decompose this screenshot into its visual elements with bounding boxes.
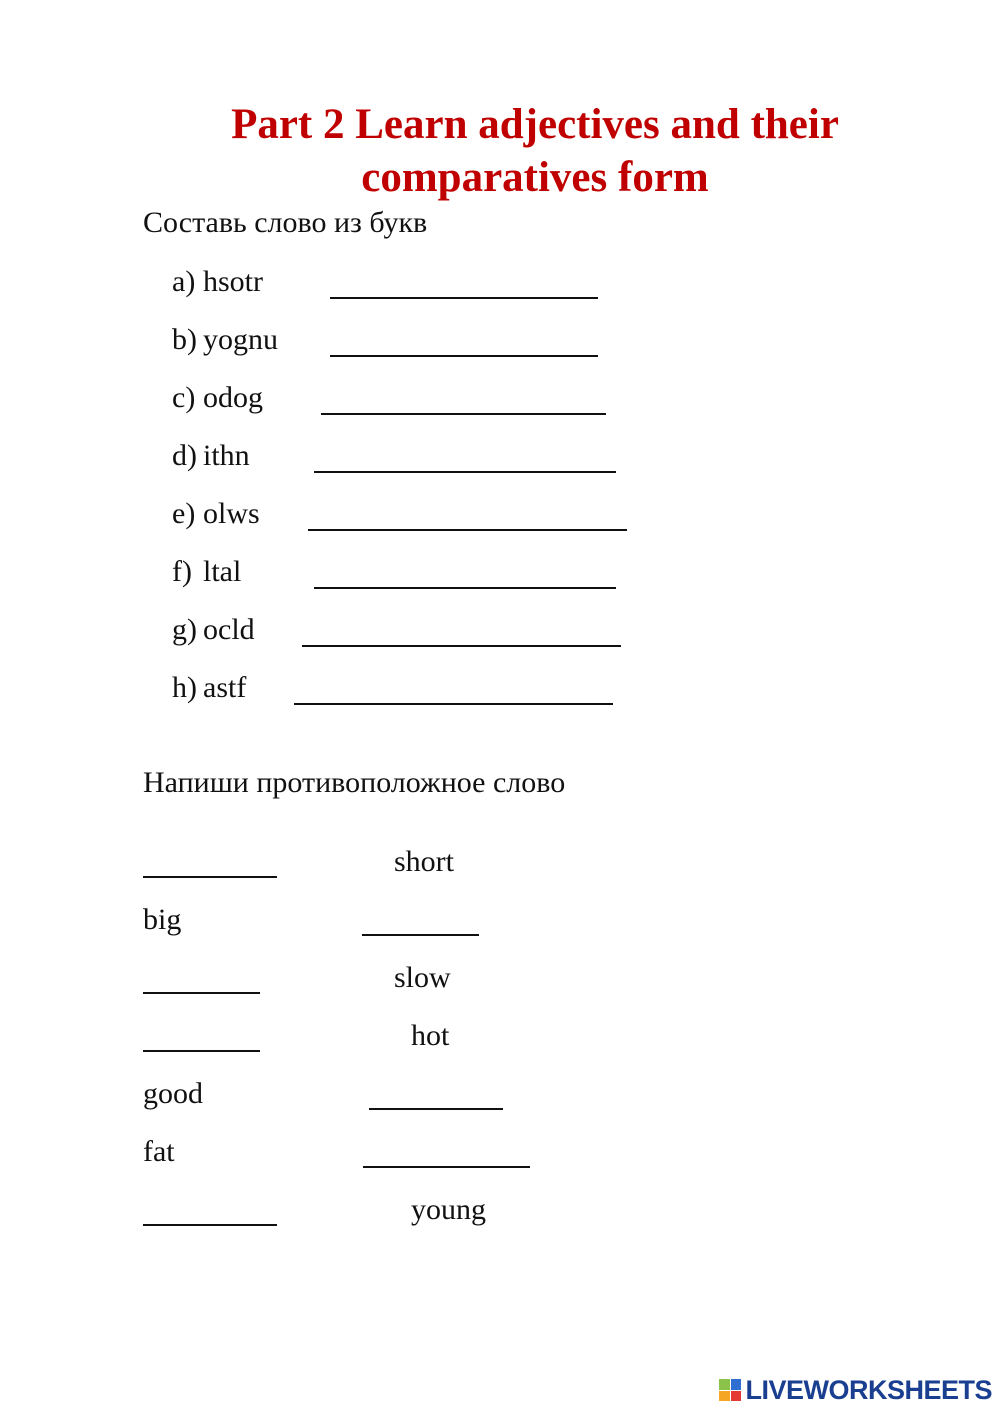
item-letter: a) (172, 265, 196, 298)
item-letter: f) (172, 555, 192, 588)
scrambled-word: olws (203, 497, 260, 530)
page-title-line-2: comparatives form (361, 154, 709, 201)
answer-blank-c[interactable] (321, 413, 606, 415)
opposite-word-big: big (143, 903, 182, 936)
item-letter: g) (172, 613, 197, 646)
item-letter: d) (172, 439, 197, 472)
item-letter: e) (172, 497, 196, 530)
opposite-word-good: good (143, 1077, 203, 1110)
opposite-blank-1[interactable] (143, 876, 277, 878)
scrambled-word: yognu (203, 323, 278, 356)
item-letter: h) (172, 671, 197, 704)
answer-blank-e[interactable] (308, 529, 627, 531)
opposite-word-hot: hot (411, 1019, 450, 1052)
scrambled-word: odog (203, 381, 263, 414)
opposite-blank-6[interactable] (363, 1166, 530, 1168)
answer-blank-f[interactable] (314, 587, 616, 589)
opposite-word-short: short (394, 845, 454, 878)
opposite-blank-3[interactable] (143, 992, 260, 994)
answer-blank-a[interactable] (330, 297, 598, 299)
opposite-blank-7[interactable] (143, 1224, 277, 1226)
item-letter: b) (172, 323, 197, 356)
logo-text: LIVEWORKSHEETS (745, 1374, 992, 1405)
opposite-word-fat: fat (143, 1135, 175, 1168)
section-2-heading: Напиши противоположное слово (143, 766, 566, 799)
answer-blank-g[interactable] (302, 645, 621, 647)
scrambled-word: ocld (203, 613, 255, 646)
scrambled-word: hsotr (203, 265, 263, 298)
item-letter: c) (172, 381, 196, 414)
page-title-line-1: Part 2 Learn adjectives and their (231, 101, 839, 148)
scrambled-word: ltal (203, 555, 242, 588)
logo-mark-icon (719, 1379, 741, 1401)
answer-blank-b[interactable] (330, 355, 598, 357)
liveworksheets-logo (719, 1375, 992, 1405)
answer-blank-h[interactable] (294, 703, 613, 705)
scrambled-word: ithn (203, 439, 250, 472)
opposite-word-young: young (411, 1193, 486, 1226)
opposite-word-slow: slow (394, 961, 451, 994)
scrambled-word: astf (203, 671, 247, 704)
opposite-blank-4[interactable] (143, 1050, 260, 1052)
answer-blank-d[interactable] (314, 471, 616, 473)
page-title (170, 98, 900, 204)
section-1-heading: Составь слово из букв (143, 206, 428, 239)
opposite-blank-2[interactable] (362, 934, 479, 936)
opposite-blank-5[interactable] (369, 1108, 503, 1110)
